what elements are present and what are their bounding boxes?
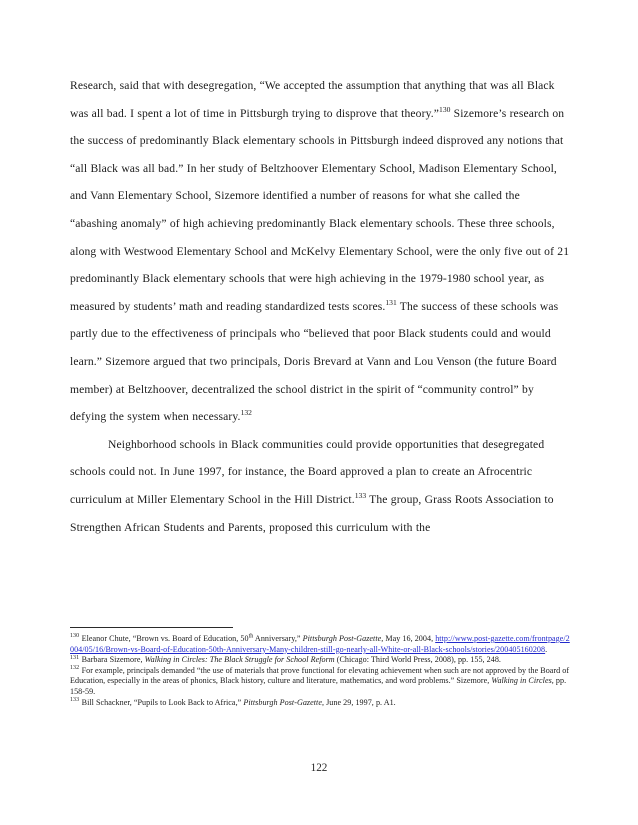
footnote-reference-132[interactable]: 132 [240, 408, 252, 418]
footnote-marker-133: 133 [70, 696, 80, 703]
text-run: , May 16, 2004, [381, 634, 436, 643]
italic-title: Pittsburgh Post-Gazette [243, 697, 322, 707]
text-run: Sizemore’s research on the success of predominantly Black elementary schools in Pittsburgh indeed disproved any notions that “all Black was all bad.” In her study of Beltzhoover Elementary School, Madison Elementary School, and Vann Elementary School, Sizemore identified a number of reasons for what she called the “abashing anomaly” of high achieving predominantly Black elementary schools. These three schools, along with Westwood Elementary School and McKelvy Elementary School, were the only five out of 21 predominantly Black elementary schools that were high achieving in the 1979-1980 school year, as measured by students’ math and reading standardized tests scores. [70, 106, 570, 313]
italic-title: Pittsburgh Post-Gazette [302, 634, 382, 643]
text-run: , pp. 158-59. [70, 676, 567, 696]
footnote-reference-131[interactable]: 131 [385, 297, 397, 307]
text-run: (Chicago: Third World Press, 2008), pp. 155, 248. [334, 655, 501, 665]
text-run: The success of these schools was partly due to the effectiveness of principals who “believed that poor Black students could and would learn.” Sizemore argued that two principals, Doris Brevard at Vann and Lou Venson (the future Board member) at Beltzhoover, decentralized the school district in the spirit of “community control” by defying the system when necessary. [70, 299, 559, 424]
body-paragraph-2 [70, 431, 570, 541]
footnote-132 [70, 666, 570, 698]
footnote-133 [70, 698, 570, 709]
footnote-marker-132: 132 [70, 665, 80, 672]
text-run: Anniversary,” [253, 634, 303, 643]
footnote-reference-133[interactable]: 133 [354, 491, 367, 501]
text-run: Neighborhood schools in Black communities could provide opportunities that desegregated schools could not. In June 1997, for instance, the Board approved a plan to create an Afrocentric curriculum at Miller Elementary School in the Hill District. [70, 437, 545, 506]
italic-title: Walking in Circles [491, 676, 552, 686]
text-run: Bill Schackner, “Pupils to Look Back to Africa,” [81, 697, 244, 707]
footnote-131 [70, 655, 570, 666]
body-paragraph-1 [70, 72, 570, 431]
footnote-marker-131: 131 [70, 654, 80, 661]
italic-title: Walking in Circles: The Black Struggle for School Reform [144, 655, 335, 665]
footnote-reference-130[interactable]: 130 [439, 104, 451, 114]
text-run: Eleanor Chute, “Brown vs. Board of Education, 50 [81, 634, 249, 643]
text-run: For example, principals demanded “the use of materials that prove functional for elevating achievement when such are not approved by the Board of Education, especially in the areas of phonics, Black history, culture and literature, mathematics, and word problems.” Sizemore, [70, 665, 570, 686]
footnote-separator-rule [70, 627, 233, 628]
ordinal-suffix: th [248, 633, 254, 640]
footnote-url-link[interactable]: http://www.post-gazette.com/frontpage/2004/05/16/Brown-vs-Board-of-Education-50th-Anniversary-Many-children-still-go-nearly-all-White-or-all-Black-schools/stories/200405160208 [70, 634, 570, 654]
footnote-130 [70, 634, 570, 655]
footnote-list [70, 634, 570, 708]
text-run: The group, Grass Roots Association to Strengthen African Students and Parents, proposed this curriculum with the [70, 492, 554, 534]
text-run: , June 29, 1997, p. A1. [321, 697, 396, 707]
page-number: 122 [310, 762, 328, 774]
text-run: Barbara Sizemore, [81, 655, 145, 665]
body-text-area [70, 72, 570, 541]
text-run: . [545, 644, 548, 654]
footnote-area [70, 627, 570, 708]
text-run: Research, said that with desegregation, “We accepted the assumption that anything that was all Black was all bad. I spent a lot of time in Pittsburgh trying to disprove that theory.” [70, 79, 555, 120]
footnote-marker-130: 130 [70, 633, 80, 640]
